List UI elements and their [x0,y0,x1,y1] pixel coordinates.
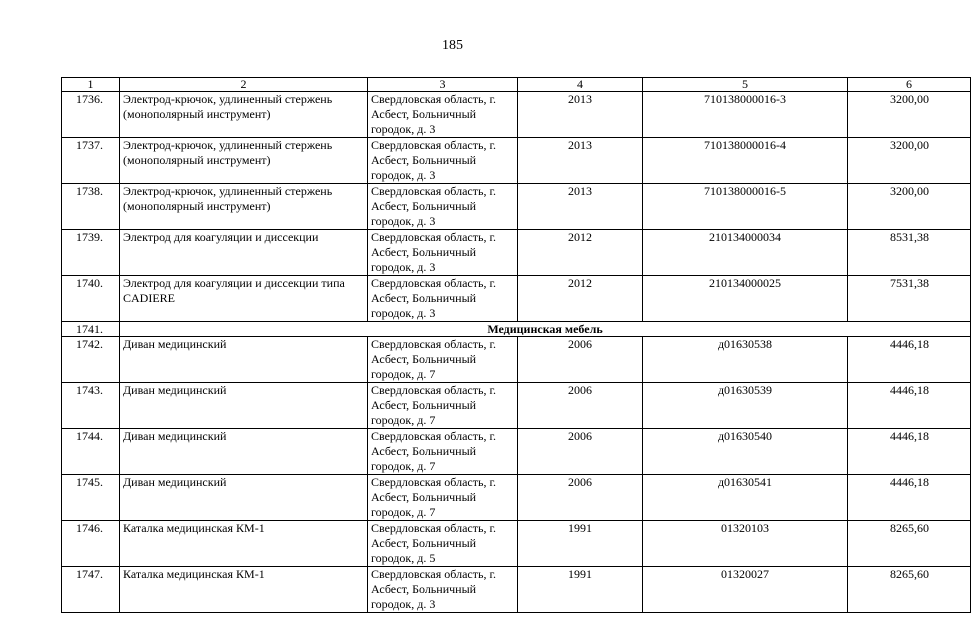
item-name: Электрод для коагуляции и диссекции типа CADIERE [120,276,368,322]
item-address: Свердловская область, г. Асбест, Больничный городок, д. 7 [368,337,518,383]
table-row [62,337,971,383]
item-inventory-number: 710138000016-5 [643,184,848,230]
item-name: Электрод-крючок, удлиненный стержень (монополярный инструмент) [120,138,368,184]
row-number: 1747. [62,567,120,613]
page-number: 185 [442,38,463,53]
column-number-header [62,78,971,92]
row-number: 1744. [62,429,120,475]
item-cost: 4446,18 [848,475,971,521]
item-inventory-number: д01630540 [643,429,848,475]
row-number: 1738. [62,184,120,230]
item-cost: 3200,00 [848,92,971,138]
row-number: 1746. [62,521,120,567]
table-row [62,429,971,475]
item-name: Каталка медицинская КМ-1 [120,521,368,567]
item-year: 2006 [518,337,643,383]
item-address: Свердловская область, г. Асбест, Больничный городок, д. 3 [368,230,518,276]
item-cost: 8265,60 [848,521,971,567]
item-cost: 3200,00 [848,184,971,230]
table-row [62,184,971,230]
table-row [62,230,971,276]
item-address: Свердловская область, г. Асбест, Больничный городок, д. 7 [368,383,518,429]
item-year: 2006 [518,383,643,429]
item-address: Свердловская область, г. Асбест, Больничный городок, д. 3 [368,567,518,613]
item-name: Электрод-крючок, удлиненный стержень (монополярный инструмент) [120,184,368,230]
item-inventory-number: д01630538 [643,337,848,383]
item-cost: 7531,38 [848,276,971,322]
item-year: 2013 [518,92,643,138]
column-header: 5 [643,78,848,92]
item-name: Электрод для коагуляции и диссекции [120,230,368,276]
table-row [62,276,971,322]
item-address: Свердловская область, г. Асбест, Больничный городок, д. 3 [368,92,518,138]
row-number: 1745. [62,475,120,521]
table-row [62,92,971,138]
table-row [62,521,971,567]
row-number: 1736. [62,92,120,138]
item-cost: 3200,00 [848,138,971,184]
row-number: 1739. [62,230,120,276]
column-header: 6 [848,78,971,92]
item-year: 2012 [518,230,643,276]
section-row [62,322,971,337]
column-header: 4 [518,78,643,92]
item-year: 2013 [518,138,643,184]
item-name: Каталка медицинская КМ-1 [120,567,368,613]
table-row [62,138,971,184]
item-name: Диван медицинский [120,383,368,429]
item-year: 1991 [518,521,643,567]
item-inventory-number: д01630539 [643,383,848,429]
column-header: 3 [368,78,518,92]
item-name: Электрод-крючок, удлиненный стержень (монополярный инструмент) [120,92,368,138]
row-number: 1741. [62,322,120,337]
item-name: Диван медицинский [120,475,368,521]
item-address: Свердловская область, г. Асбест, Больничный городок, д. 7 [368,429,518,475]
item-inventory-number: 01320027 [643,567,848,613]
item-inventory-number: д01630541 [643,475,848,521]
item-year: 2006 [518,429,643,475]
item-inventory-number: 710138000016-3 [643,92,848,138]
table-row [62,475,971,521]
item-name: Диван медицинский [120,429,368,475]
row-number: 1740. [62,276,120,322]
item-cost: 8265,60 [848,567,971,613]
item-inventory-number: 210134000025 [643,276,848,322]
item-year: 2006 [518,475,643,521]
item-year: 2013 [518,184,643,230]
item-year: 2012 [518,276,643,322]
row-number: 1737. [62,138,120,184]
item-cost: 4446,18 [848,429,971,475]
row-number: 1742. [62,337,120,383]
row-number: 1743. [62,383,120,429]
table-row [62,567,971,613]
item-address: Свердловская область, г. Асбест, Больничный городок, д. 3 [368,184,518,230]
item-cost: 4446,18 [848,337,971,383]
item-name: Диван медицинский [120,337,368,383]
item-address: Свердловская область, г. Асбест, Больничный городок, д. 3 [368,138,518,184]
item-address: Свердловская область, г. Асбест, Больничный городок, д. 7 [368,475,518,521]
registry-table [61,77,971,613]
item-cost: 4446,18 [848,383,971,429]
section-title: Медицинская мебель [120,322,971,337]
item-inventory-number: 210134000034 [643,230,848,276]
table-row [62,383,971,429]
item-cost: 8531,38 [848,230,971,276]
item-address: Свердловская область, г. Асбест, Больничный городок, д. 3 [368,276,518,322]
item-address: Свердловская область, г. Асбест, Больничный городок, д. 5 [368,521,518,567]
item-inventory-number: 710138000016-4 [643,138,848,184]
column-header: 2 [120,78,368,92]
column-header: 1 [62,78,120,92]
item-inventory-number: 01320103 [643,521,848,567]
item-year: 1991 [518,567,643,613]
